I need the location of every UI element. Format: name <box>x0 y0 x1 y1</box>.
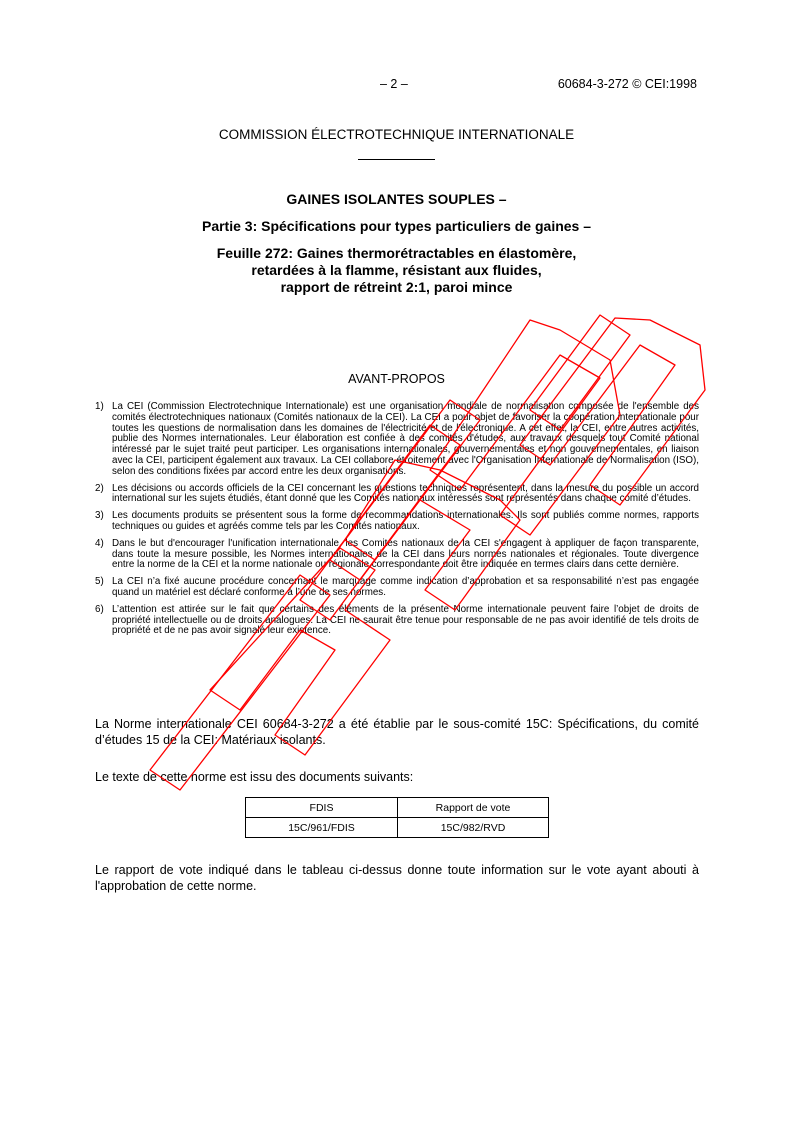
clause-text: Les décisions ou accords officiels de la CEI concernant les questions techniques représentent, dans la mesure du possible un accord international sur les sujets étudiés, étant donné que les Comités nationaux intéressés sont représentés dans chaque comité d’études. <box>112 482 699 505</box>
clause-text: La CEI (Commission Electrotechnique Internationale) est une organisation mondiale de normalisation composée de l'ensemble des comités électrotechniques nationaux (Comités nationaux de la CEI). La CEI a pour objet de favoriser la coopération internationale pour toutes les questions de normalisation dans les domaines de l'électricité et de l'électronique. A cet effet, la CEI, entre autres activités, publie des Normes internationales. Leur élaboration est confiée à des comités d'études, aux travaux desquels tout Comité national intéressé par le sujet traité peut participer. Les organisations internationales, gouvernementales et non gouvernementales, en liaison avec la CEI, participent également aux travaux. La CEI collabore étroitement avec l'Organisation Internationale de Normalisation (ISO), selon des conditions fixées par accord entre les deux organisations. <box>112 401 699 477</box>
organization-name: COMMISSION ÉLECTROTECHNIQUE INTERNATIONALE <box>218 127 575 142</box>
foreword-clause <box>95 539 699 571</box>
table-header-row <box>246 798 549 818</box>
foreword-clause <box>95 577 699 599</box>
table-header-cell: Rapport de vote <box>398 798 549 818</box>
table-header-cell: FDIS <box>246 798 398 818</box>
sheet-title-line: rapport de rétreint 2:1, paroi mince <box>280 279 513 295</box>
preparation-paragraph: La Norme internationale CEI 60684-3-272 a été établie par le sous-comité 15C: Spécifications, du comité d’études 15 de la CEI: Matériaux isolants. <box>95 717 699 747</box>
foreword-clause <box>95 511 699 533</box>
table-row <box>246 818 549 838</box>
clause-text: Dans le but d'encourager l'unification internationale, les Comités nationaux de la CEI s'engagent à appliquer de façon transparente, dans toute la mesure possible, les Normes internationales de la CEI dans leurs normes nationales et régionales. Toute divergence entre la norme de la CEI et la norme nationale ou régionale correspondante doit être indiquée en termes clairs dans cette dernière. <box>112 537 699 571</box>
document-title: GAINES ISOLANTES SOUPLES – <box>286 191 507 207</box>
foreword-clauses <box>95 402 699 643</box>
foreword-heading: AVANT-PROPOS <box>348 372 445 386</box>
document-part-title: Partie 3: Spécifications pour types particuliers de gaines – <box>201 218 592 234</box>
clause-text: L’attention est attirée sur le fait que certains des éléments de la présente Norme internationale peuvent faire l’objet de droits de propriété intellectuelle ou de droits analogues. La CEI ne saurait être tenue pour responsable de ne pas avoir identifié de tels droits de propriété et de ne pas avoir signalé leur existence. <box>112 603 699 637</box>
foreword-clause <box>95 605 699 637</box>
document-reference: 60684-3-272 © CEI:1998 <box>557 77 697 91</box>
clause-number: 1) <box>95 401 104 412</box>
clause-text: La CEI n’a fixé aucune procédure concernant le marquage comme indication d’approbation et sa responsabilité n’est pas engagée quand un matériel est déclaré conforme à l’une de ses normes. <box>112 576 699 598</box>
page-number: – 2 – <box>380 77 408 91</box>
voting-report-paragraph: Le rapport de vote indiqué dans le tableau ci-dessus donne toute information sur le vote ayant abouti à l'approbation de cette norme. <box>95 863 699 893</box>
document-sheet-title <box>0 245 793 296</box>
table-cell: 15C/961/FDIS <box>246 818 398 838</box>
foreword-clause <box>95 484 699 506</box>
table-cell: 15C/982/RVD <box>398 818 549 838</box>
clause-text: Les documents produits se présentent sous la forme de recommandations internationales. Ils sont publiés comme normes, rapports techniques ou guides et agréés comme tels par les Comités nationaux. <box>112 510 699 532</box>
clause-number: 5) <box>95 576 104 588</box>
clause-number: 2) <box>95 482 104 494</box>
clause-number: 3) <box>95 510 104 522</box>
source-documents-paragraph: Le texte de cette norme est issu des documents suivants: <box>95 770 414 784</box>
voting-documents-table <box>245 797 549 838</box>
clause-number: 4) <box>95 537 104 549</box>
sheet-title-line: retardées à la flamme, résistant aux fluides, <box>251 262 542 278</box>
clause-number: 6) <box>95 603 104 615</box>
foreword-clause <box>95 402 699 478</box>
organization-divider <box>358 159 435 160</box>
sheet-title-line: Feuille 272: Gaines thermorétractables en élastomère, <box>216 245 577 261</box>
